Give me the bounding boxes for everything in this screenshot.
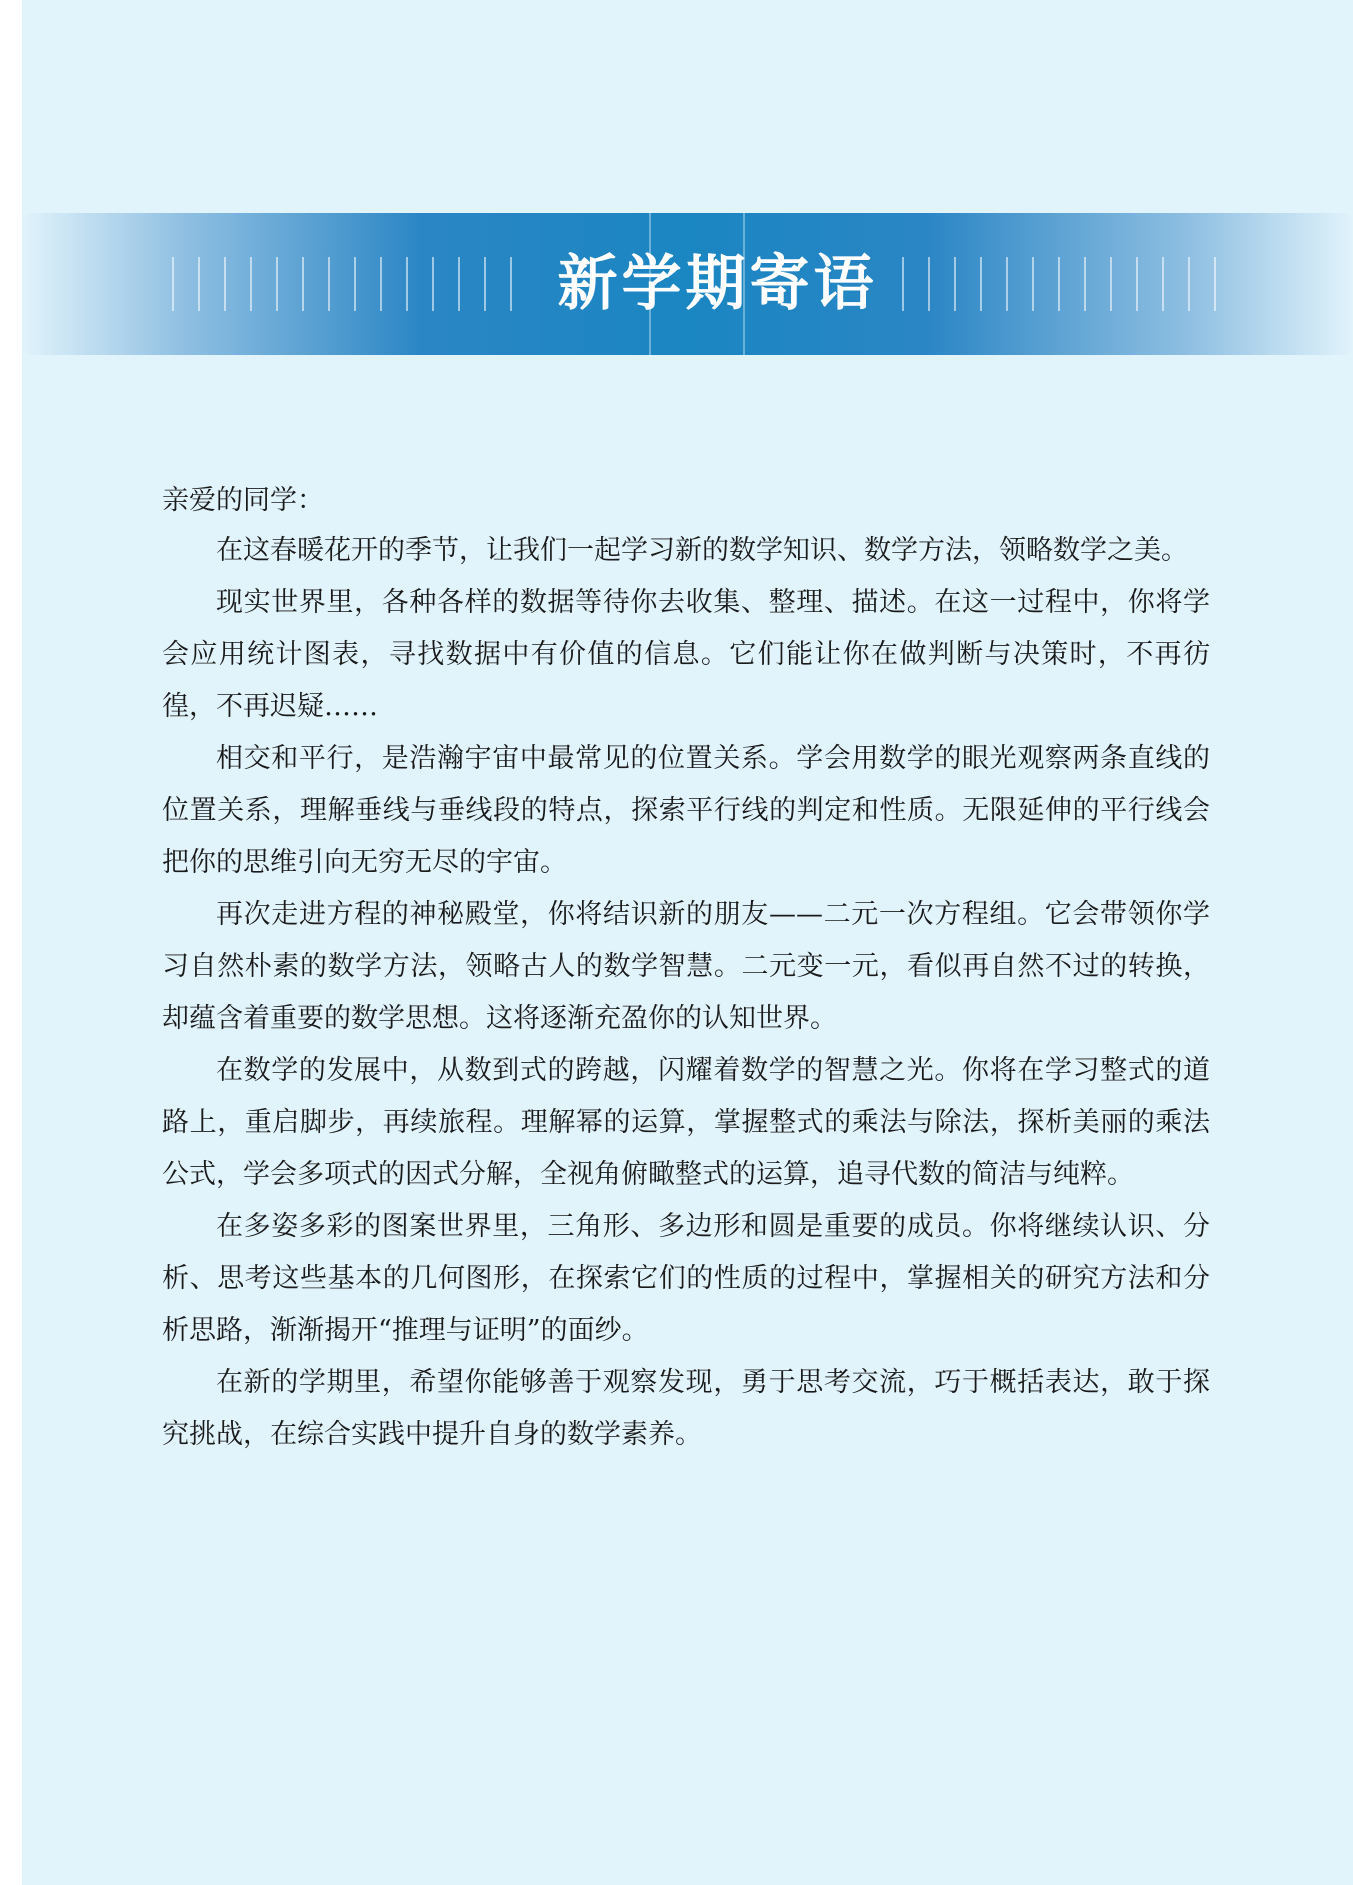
paragraph: 现实世界里，各种各样的数据等待你去收集、整理、描述。在这一过程中，你将学会应用统计图表，寻找数据中有价值的信息。它们能让你在做判断与决策时，不再彷徨，不再迟疑…… <box>162 587 1210 722</box>
letter-body <box>162 525 1210 1461</box>
page-background <box>22 0 1353 1885</box>
paragraph: 在多姿多彩的图案世界里，三角形、多边形和圆是重要的成员。你将继续认识、分析、思考这些基本的几何图形，在探索它们的性质的过程中，掌握相关的研究方法和分析思路，渐渐揭开“推理与证明”的面纱。 <box>162 1211 1210 1346</box>
title-banner <box>22 213 1353 355</box>
paragraph: 相交和平行，是浩瀚宇宙中最常见的位置关系。学会用数学的眼光观察两条直线的位置关系，理解垂线与垂线段的特点，探索平行线的判定和性质。无限延伸的平行线会把你的思维引向无穷无尽的宇宙。 <box>162 743 1210 878</box>
paragraph: 在新的学期里，希望你能够善于观察发现，勇于思考交流，巧于概括表达，敢于探究挑战，在综合实践中提升自身的数学素养。 <box>162 1367 1210 1450</box>
greeting: 亲爱的同学： <box>162 485 324 516</box>
page-title: 新学期寄语 <box>557 249 878 319</box>
paragraph: 在这春暖花开的季节，让我们一起学习新的数学知识、数学方法，领略数学之美。 <box>216 535 1188 566</box>
paragraph: 在数学的发展中，从数到式的跨越，闪耀着数学的智慧之光。你将在学习整式的道路上，重启脚步，再续旅程。理解幂的运算，掌握整式的乘法与除法，探析美丽的乘法公式，学会多项式的因式分解，全视角俯瞰整式的运算，追寻代数的简洁与纯粹。 <box>162 1055 1210 1190</box>
paragraph: 再次走进方程的神秘殿堂，你将结识新的朋友——二元一次方程组。它会带领你学习自然朴素的数学方法，领略古人的数学智慧。二元变一元，看似再自然不过的转换，却蕴含着重要的数学思想。这将逐渐充盈你的认知世界。 <box>162 899 1210 1034</box>
